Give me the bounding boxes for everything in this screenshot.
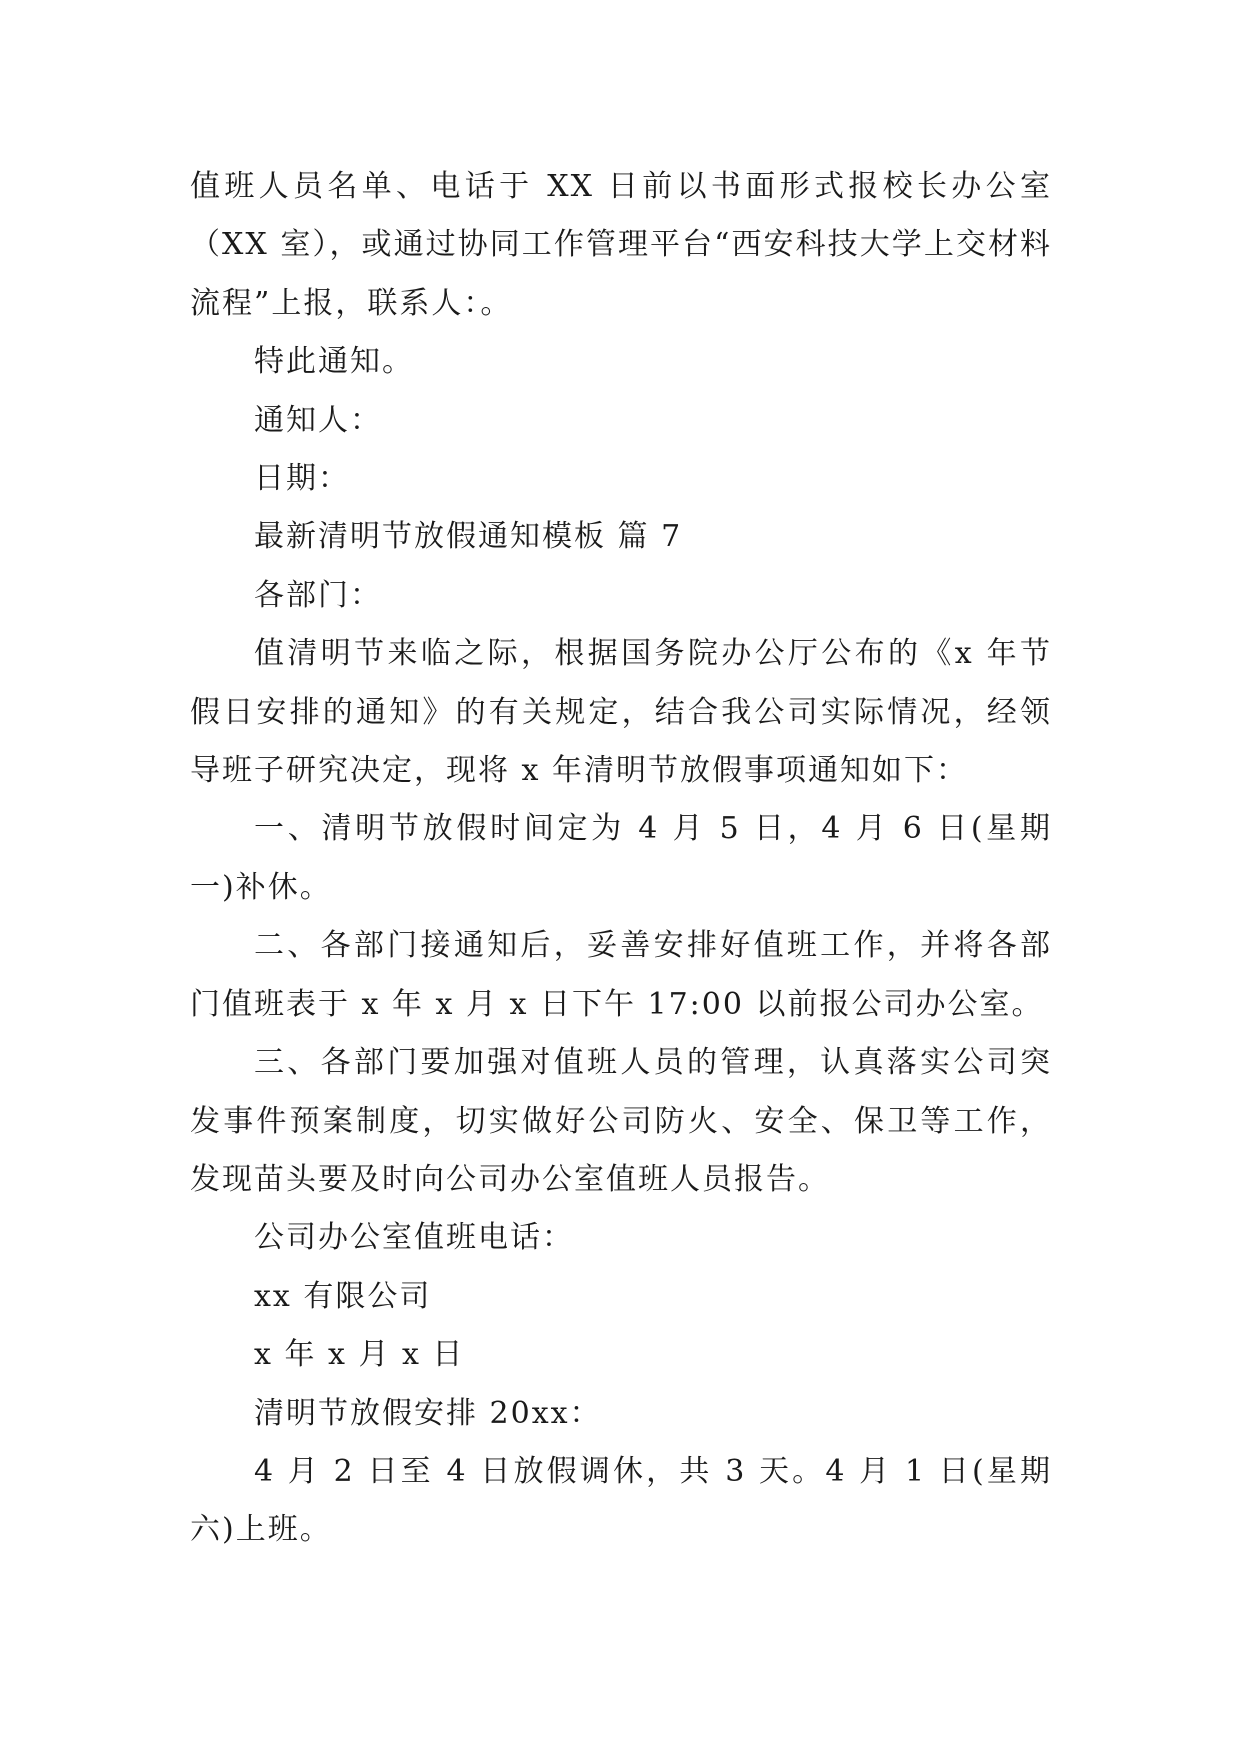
paragraph-notice-closing: 特此通知。 bbox=[254, 344, 414, 380]
paragraph-intro: 值清明节来临之际，根据国务院办公厅公布的《x 年节假日安排的通知》的有关规定，结合我公司实际情况，经领导班子研究决定，现将 x 年清明节放假事项通知如下： bbox=[190, 636, 1052, 789]
paragraph-item-1: 一、清明节放假时间定为 4 月 5 日，4 月 6 日(星期一)补休。 bbox=[190, 811, 1052, 905]
paragraph-schedule-heading: 清明节放假安排 20xx： bbox=[254, 1395, 602, 1431]
paragraph-salutation: 各部门： bbox=[254, 577, 382, 613]
paragraph-notifier: 通知人： bbox=[254, 402, 382, 438]
document-body bbox=[190, 158, 1052, 1560]
paragraph-duty-list-submission: 值班人员名单、电话于 XX 日前以书面形式报校长办公室（XX 室），或通过协同工作管理平台“西安科技大学上交材料流程”上报，联系人：。 bbox=[190, 169, 1052, 321]
paragraph-duty-phone: 公司办公室值班电话： bbox=[254, 1220, 574, 1256]
section-heading: 最新清明节放假通知模板 篇 7 bbox=[254, 519, 683, 555]
paragraph-date: 日期： bbox=[254, 461, 350, 497]
paragraph-company-signature: xx 有限公司 bbox=[254, 1278, 432, 1314]
paragraph-signature-date: x 年 x 月 x 日 bbox=[254, 1337, 465, 1373]
paragraph-item-3: 三、各部门要加强对值班人员的管理，认真落实公司突发事件预案制度，切实做好公司防火、安全、保卫等工作，发现苗头要及时向公司办公室值班人员报告。 bbox=[190, 1045, 1052, 1197]
paragraph-schedule-detail: 4 月 2 日至 4 日放假调休，共 3 天。4 月 1 日(星期六)上班。 bbox=[190, 1453, 1052, 1548]
paragraph-item-2: 二、各部门接通知后，妥善安排好值班工作，并将各部门值班表于 x 年 x 月 x 日下午 17:00 以前报公司办公室。 bbox=[190, 928, 1052, 1022]
